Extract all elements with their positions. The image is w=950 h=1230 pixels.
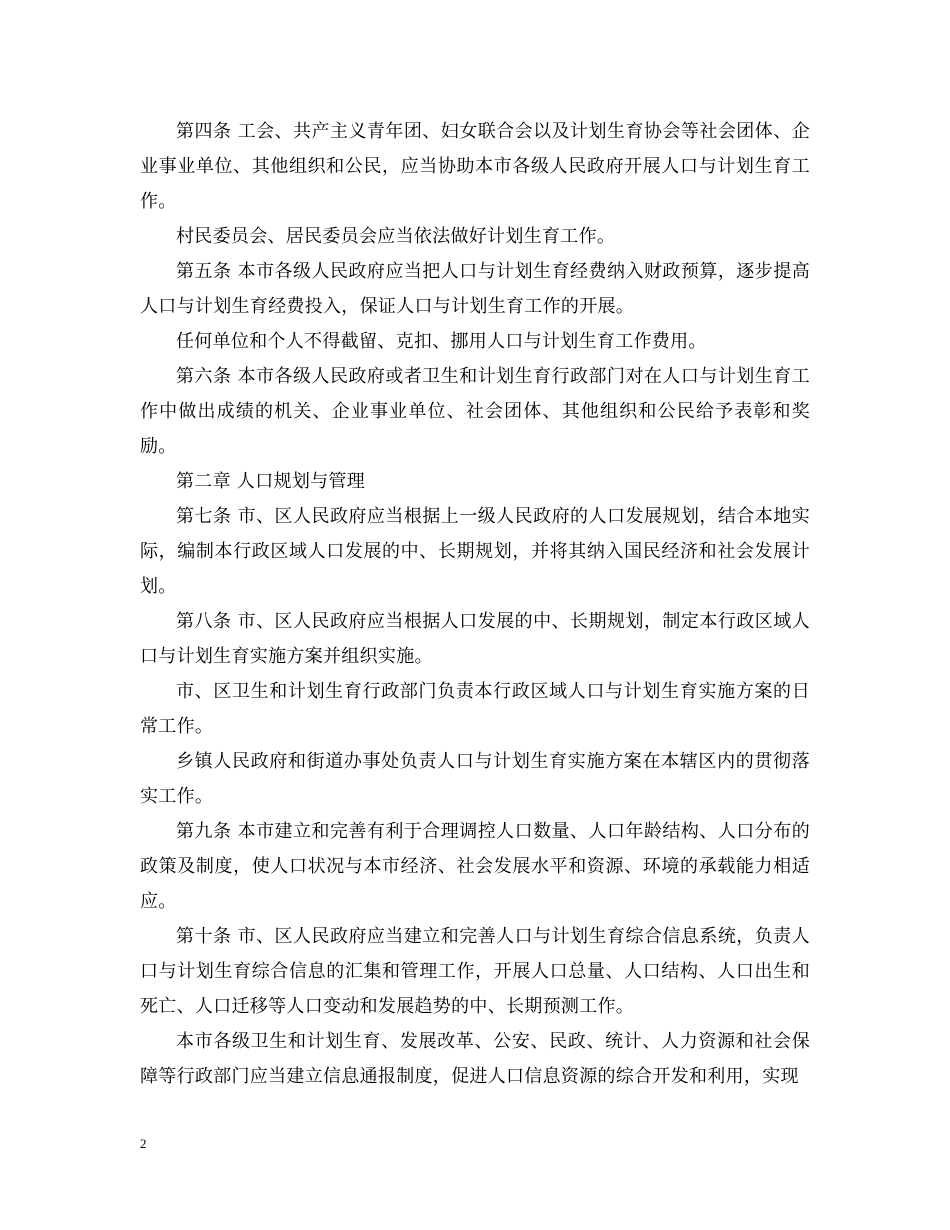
document-body — [140, 114, 810, 1094]
page-number: 2 — [140, 1136, 147, 1151]
paragraph-health-department-duty: 市、区卫生和计划生育行政部门负责本行政区域人口与计划生育实施方案的日常工作。 — [140, 681, 810, 737]
paragraph-article-10: 第十条 市、区人民政府应当建立和完善人口与计划生育综合信息系统，负责人口与计划生育综合信息的汇集和管理工作，开展人口总量、人口结构、人口出生和死亡、人口迁移等人口变动和发展趋势的中、长期预测工作。 — [140, 926, 810, 1017]
paragraph-information-sharing: 本市各级卫生和计划生育、发展改革、公安、民政、统计、人力资源和社会保障等行政部门应当建立信息通报制度，促进人口信息资源的综合开发和利用，实现 — [140, 1031, 810, 1087]
paragraph-article-8: 第八条 市、区人民政府应当根据人口发展的中、长期规划，制定本行政区域人口与计划生育实施方案并组织实施。 — [140, 611, 810, 667]
paragraph-village-committees: 村民委员会、居民委员会应当依法做好计划生育工作。 — [176, 226, 616, 247]
paragraph-township-duty: 乡镇人民政府和街道办事处负责人口与计划生育实施方案在本辖区内的贯彻落实工作。 — [140, 751, 810, 807]
chapter-heading: 第二章 人口规划与管理 — [176, 471, 366, 492]
paragraph-article-5: 第五条 本市各级人民政府应当把人口与计划生育经费纳入财政预算，逐步提高人口与计划生育经费投入，保证人口与计划生育工作的开展。 — [140, 261, 810, 317]
paragraph-article-7: 第七条 市、区人民政府应当根据上一级人民政府的人口发展规划，结合本地实际，编制本行政区域人口发展的中、长期规划，并将其纳入国民经济和社会发展计划。 — [140, 506, 810, 597]
paragraph-article-9: 第九条 本市建立和完善有利于合理调控人口数量、人口年龄结构、人口分布的政策及制度，使人口状况与本市经济、社会发展水平和资源、环境的承载能力相适应。 — [140, 821, 810, 912]
paragraph-funding-protection: 任何单位和个人不得截留、克扣、挪用人口与计划生育工作费用。 — [176, 331, 707, 352]
paragraph-article-4: 第四条 工会、共产主义青年团、妇女联合会以及计划生育协会等社会团体、企业事业单位、其他组织和公民，应当协助本市各级人民政府开展人口与计划生育工作。 — [140, 121, 810, 212]
paragraph-article-6: 第六条 本市各级人民政府或者卫生和计划生育行政部门对在人口与计划生育工作中做出成绩的机关、企业事业单位、社会团体、其他组织和公民给予表彰和奖励。 — [140, 366, 810, 457]
